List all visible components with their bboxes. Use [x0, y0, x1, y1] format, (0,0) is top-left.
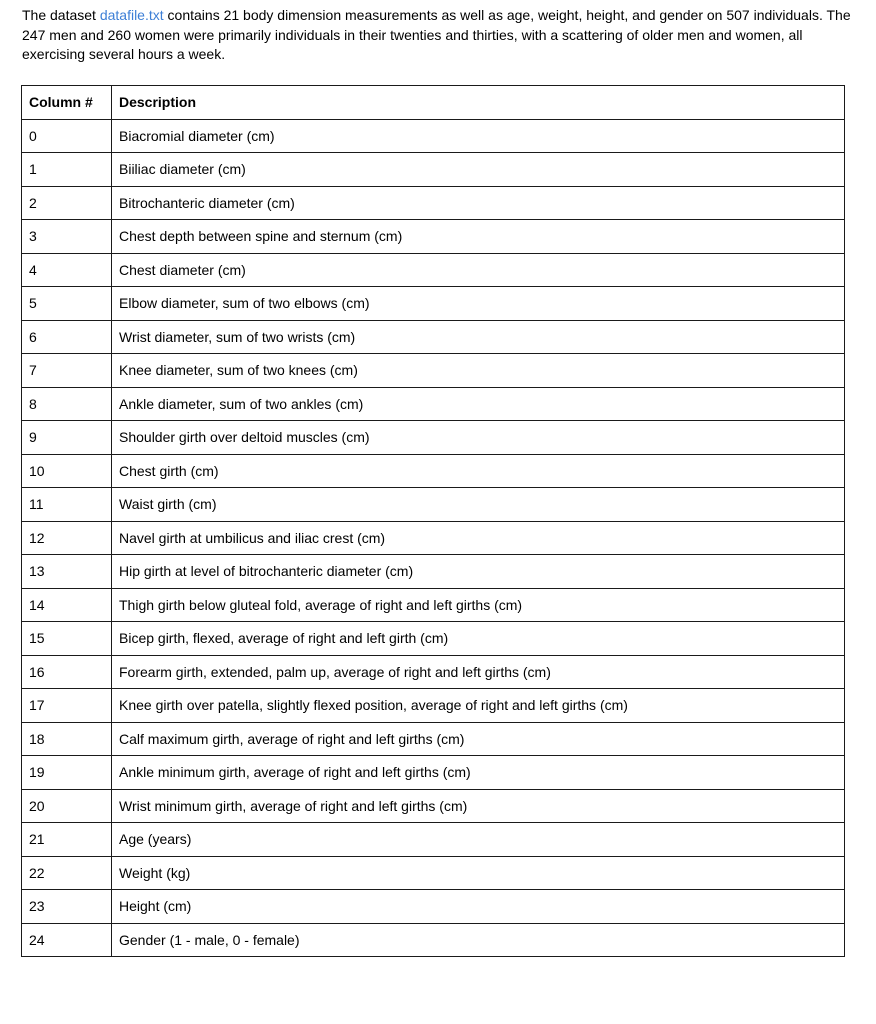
- table-row: [22, 722, 845, 756]
- table-row: [22, 555, 845, 589]
- description-cell: Knee girth over patella, slightly flexed position, average of right and left girths (cm): [112, 689, 845, 723]
- table-row: [22, 890, 845, 924]
- intro-paragraph: [22, 6, 862, 65]
- column-number-cell: 9: [22, 421, 112, 455]
- description-cell: Navel girth at umbilicus and iliac crest (cm): [112, 521, 845, 555]
- table-row: [22, 789, 845, 823]
- column-number-cell: 12: [22, 521, 112, 555]
- description-cell: Ankle minimum girth, average of right and left girths (cm): [112, 756, 845, 790]
- table-row: [22, 756, 845, 790]
- table-row: [22, 220, 845, 254]
- column-number-cell: 0: [22, 119, 112, 153]
- description-cell: Gender (1 - male, 0 - female): [112, 923, 845, 957]
- description-cell: Chest diameter (cm): [112, 253, 845, 287]
- column-number-cell: 8: [22, 387, 112, 421]
- column-number-cell: 6: [22, 320, 112, 354]
- table-row: [22, 354, 845, 388]
- table-row: [22, 186, 845, 220]
- column-number-cell: 24: [22, 923, 112, 957]
- table-header-row: [22, 86, 845, 120]
- datafile-link[interactable]: datafile.txt: [99, 7, 164, 23]
- column-number-cell: 16: [22, 655, 112, 689]
- column-number-cell: 21: [22, 823, 112, 857]
- column-number-cell: 22: [22, 856, 112, 890]
- description-cell: Elbow diameter, sum of two elbows (cm): [112, 287, 845, 321]
- description-cell: Bitrochanteric diameter (cm): [112, 186, 845, 220]
- description-cell: Bicep girth, flexed, average of right and left girth (cm): [112, 622, 845, 656]
- column-number-cell: 10: [22, 454, 112, 488]
- table-row: [22, 856, 845, 890]
- table-row: [22, 521, 845, 555]
- table-row: [22, 119, 845, 153]
- table-row: [22, 923, 845, 957]
- description-cell: Biacromial diameter (cm): [112, 119, 845, 153]
- description-cell: Shoulder girth over deltoid muscles (cm): [112, 421, 845, 455]
- description-cell: Hip girth at level of bitrochanteric diameter (cm): [112, 555, 845, 589]
- column-number-cell: 5: [22, 287, 112, 321]
- table-row: [22, 320, 845, 354]
- table-row: [22, 153, 845, 187]
- description-cell: Weight (kg): [112, 856, 845, 890]
- description-cell: Thigh girth below gluteal fold, average of right and left girths (cm): [112, 588, 845, 622]
- description-cell: Waist girth (cm): [112, 488, 845, 522]
- column-number-cell: 23: [22, 890, 112, 924]
- column-number-cell: 17: [22, 689, 112, 723]
- description-cell: Chest girth (cm): [112, 454, 845, 488]
- description-header: Description: [112, 86, 845, 120]
- table-row: [22, 622, 845, 656]
- intro-suffix: contains 21 body dimension measurements as well as age, weight, height, and gender on 507 individuals. The 247 men and 260 women were primarily individuals in their twenties and thirties, with a scattering of older men and women, all exercising several hours a week.: [22, 7, 851, 62]
- column-number-header: Column #: [22, 86, 112, 120]
- column-number-cell: 14: [22, 588, 112, 622]
- column-number-cell: 11: [22, 488, 112, 522]
- table-row: [22, 689, 845, 723]
- column-number-cell: 18: [22, 722, 112, 756]
- table-row: [22, 655, 845, 689]
- table-body: [22, 119, 845, 957]
- column-number-cell: 1: [22, 153, 112, 187]
- description-cell: Biiliac diameter (cm): [112, 153, 845, 187]
- description-cell: Age (years): [112, 823, 845, 857]
- table-row: [22, 253, 845, 287]
- intro-prefix: The dataset: [22, 7, 100, 23]
- column-number-cell: 3: [22, 220, 112, 254]
- description-cell: Wrist diameter, sum of two wrists (cm): [112, 320, 845, 354]
- description-cell: Knee diameter, sum of two knees (cm): [112, 354, 845, 388]
- table-row: [22, 287, 845, 321]
- description-cell: Chest depth between spine and sternum (cm): [112, 220, 845, 254]
- description-cell: Ankle diameter, sum of two ankles (cm): [112, 387, 845, 421]
- description-cell: Height (cm): [112, 890, 845, 924]
- description-cell: Wrist minimum girth, average of right and left girths (cm): [112, 789, 845, 823]
- description-cell: Calf maximum girth, average of right and left girths (cm): [112, 722, 845, 756]
- table-row: [22, 387, 845, 421]
- table-row: [22, 421, 845, 455]
- column-number-cell: 7: [22, 354, 112, 388]
- column-number-cell: 20: [22, 789, 112, 823]
- table-row: [22, 588, 845, 622]
- table-row: [22, 454, 845, 488]
- column-number-cell: 2: [22, 186, 112, 220]
- column-number-cell: 19: [22, 756, 112, 790]
- column-number-cell: 13: [22, 555, 112, 589]
- table-row: [22, 488, 845, 522]
- column-description-table: [21, 85, 845, 957]
- column-number-cell: 15: [22, 622, 112, 656]
- column-number-cell: 4: [22, 253, 112, 287]
- description-cell: Forearm girth, extended, palm up, average of right and left girths (cm): [112, 655, 845, 689]
- table-row: [22, 823, 845, 857]
